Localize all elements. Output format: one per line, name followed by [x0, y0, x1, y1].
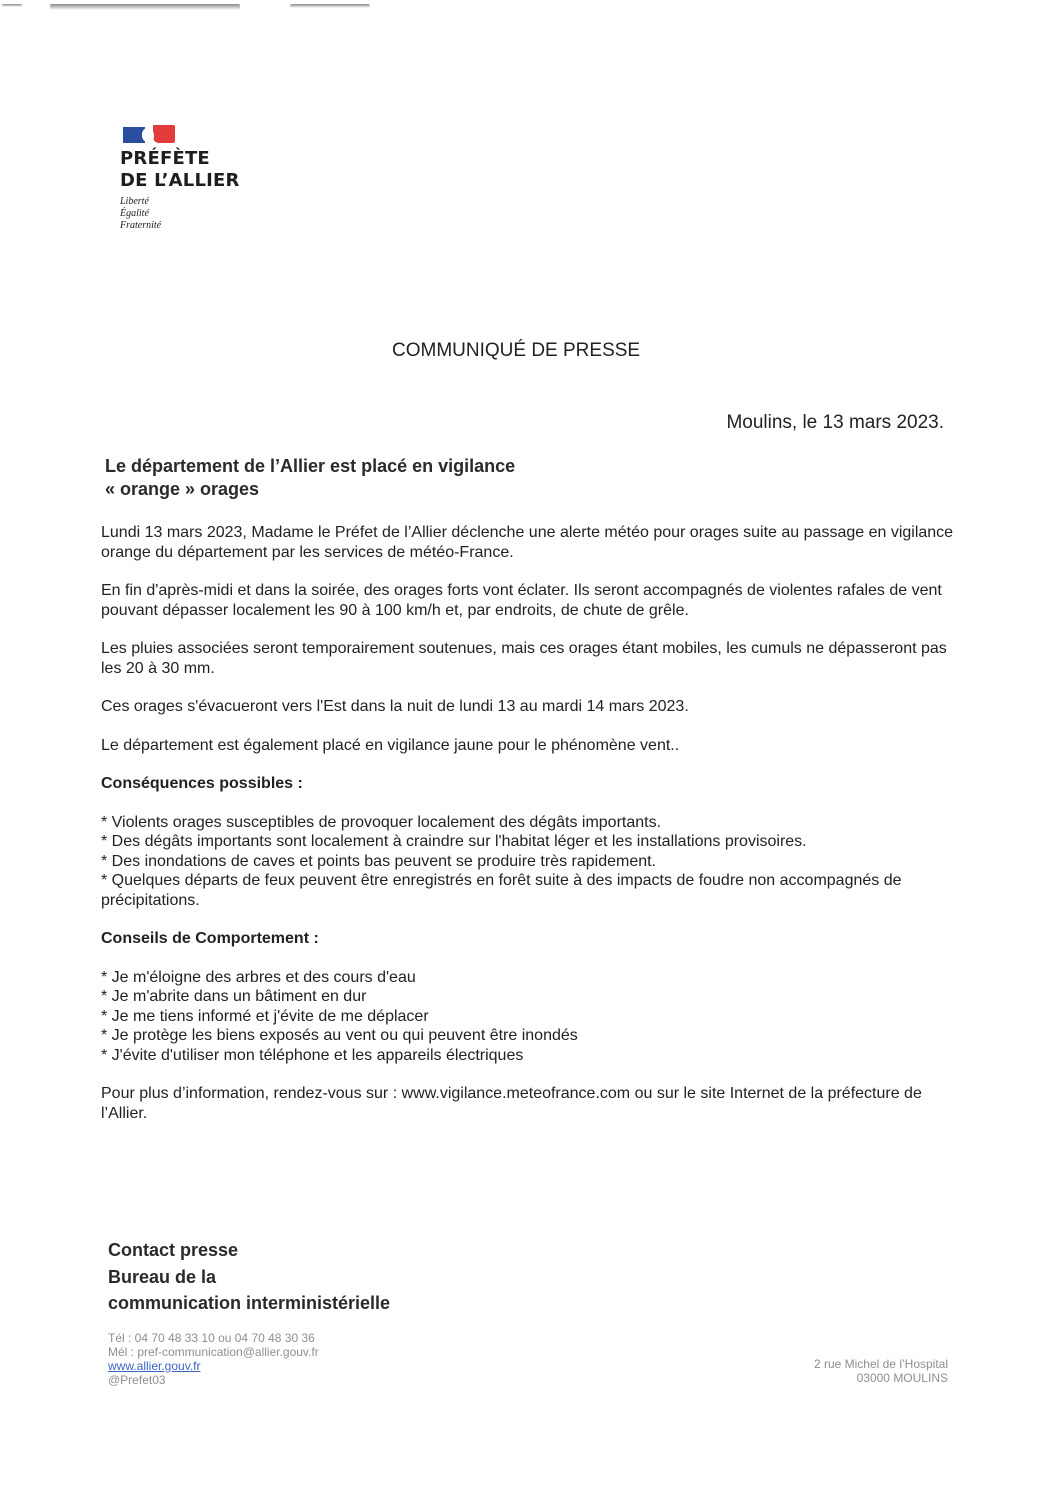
paragraph: Ces orages s'évacueront vers l'Est dans la nuit de lundi 13 au mardi 14 mars 2023. — [101, 698, 689, 715]
list-item: * Des inondations de caves et points bas peuvent se produire très rapidement. — [101, 852, 656, 870]
consequences-list — [101, 813, 971, 911]
headline-line2: « orange » orages — [105, 479, 260, 499]
motto-fraternite: Fraternité — [120, 220, 162, 231]
contact-details — [108, 1331, 319, 1387]
scan-artifact — [290, 4, 370, 8]
logo-title-line2: DE L’ALLIER — [120, 170, 240, 191]
address-line1: 2 rue Michel de l’Hospital — [813, 1357, 948, 1371]
contact-line3: communication interministérielle — [108, 1293, 391, 1313]
republic-motto — [120, 196, 240, 232]
paragraph: Les pluies associées seront temporairement soutenues, mais ces orages étant mobiles, les cumuls ne dépasseront pas les 20 à 30 mm. — [101, 640, 947, 677]
advice-title: Conseils de Comportement : — [101, 930, 319, 947]
headline — [105, 455, 625, 501]
website-link[interactable]: www.allier.gouv.fr — [108, 1359, 201, 1373]
scan-artifact — [50, 4, 240, 10]
press-contact — [108, 1237, 390, 1317]
list-item: * J'évite d'utiliser mon téléphone et les appareils électriques — [101, 1046, 524, 1064]
motto-liberte: Liberté — [120, 196, 149, 207]
phone: Tél : 04 70 48 33 10 ou 04 70 48 30 36 — [108, 1331, 315, 1345]
headline-line1: Le département de l’Allier est placé en vigilance — [105, 456, 516, 476]
motto-egalite: Égalité — [120, 208, 149, 219]
contact-line2: Bureau de la — [108, 1266, 217, 1287]
list-item: * Des dégâts importants sont localement à craindre sur l'habitat léger et les installations provisoires. — [101, 833, 807, 850]
email: Mél : pref-communication@allier.gouv.fr — [108, 1345, 319, 1359]
list-item: * Quelques départs de feux peuvent être enregistrés en forêt suite à des impacts de foudre non accompagnés de précipitations. — [101, 872, 902, 909]
paragraph: Le département est également placé en vigilance jaune pour le phénomène vent.. — [101, 736, 680, 754]
advice-list — [101, 968, 971, 1066]
list-item: * Je me tiens informé et j'évite de me déplacer — [101, 1007, 429, 1025]
prefecture-logo — [120, 125, 240, 232]
document-type: COMMUNIQUÉ DE PRESSE — [392, 340, 641, 361]
consequences-title: Conséquences possibles : — [101, 775, 303, 792]
list-item: * Je protège les biens exposés au vent ou qui peuvent être inondés — [101, 1027, 578, 1044]
list-item: * Je m'éloigne des arbres et des cours d'eau — [101, 968, 416, 986]
paragraph: En fin d'après-midi et dans la soirée, des orages forts vont éclater. Ils seront accompagnés de violentes rafales de vent pouvant dépasser localement les 90 à 100 km/h et, par endroits, de chute de grêle. — [101, 582, 942, 619]
postal-address — [814, 1357, 948, 1385]
logo-title-line1: PRÉFÈTE — [120, 148, 210, 169]
paragraph: Lundi 13 mars 2023, Madame le Préfet de l’Allier déclenche une alerte météo pour orages suite au passage en vigilance orange du département par les services de météo-France. — [101, 524, 954, 561]
document-body — [101, 523, 971, 1142]
twitter-handle: @Prefet03 — [108, 1373, 166, 1387]
scan-artifact — [2, 4, 22, 7]
list-item: * Violents orages susceptibles de provoquer localement des dégâts importants. — [101, 813, 662, 831]
more-info: Pour plus d’information, rendez-vous sur : www.vigilance.meteofrance.com ou sur le site Internet de la préfecture de l’Allier. — [101, 1085, 922, 1122]
address-line2: 03000 MOULINS — [856, 1371, 948, 1385]
list-item: * Je m'abrite dans un bâtiment en dur — [101, 988, 367, 1005]
contact-line1: Contact presse — [108, 1240, 239, 1260]
place-date: Moulins, le 13 mars 2023. — [726, 412, 944, 433]
marianne-flag-icon — [120, 125, 176, 143]
